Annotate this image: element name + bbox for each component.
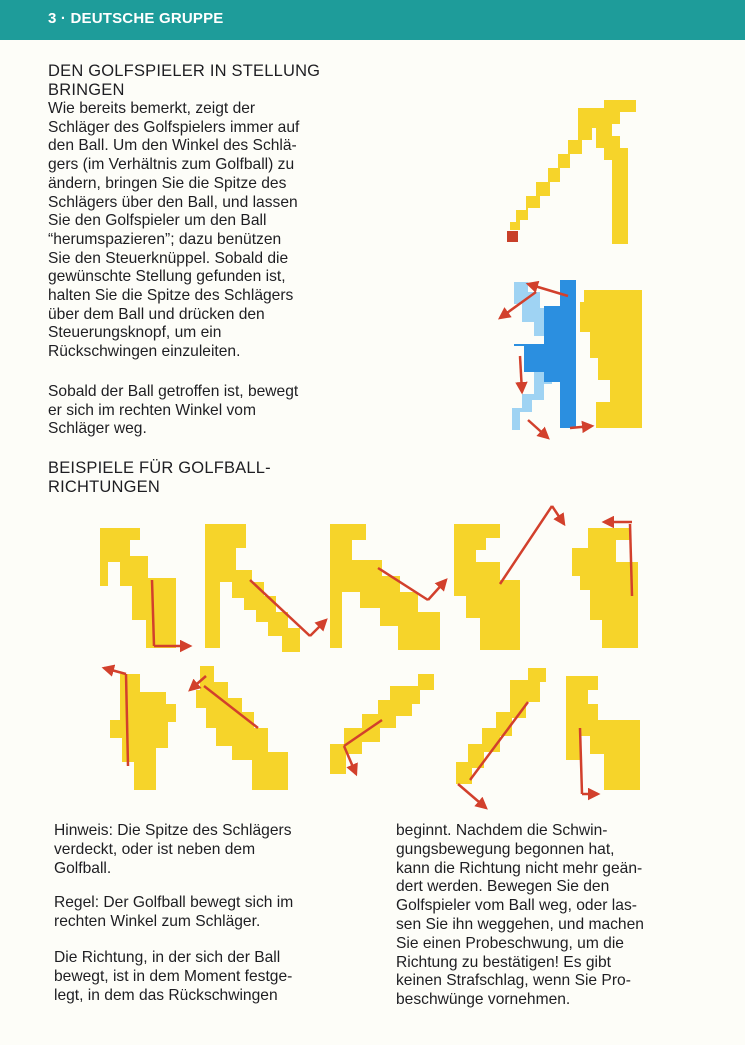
text-line: gers (im Verhältnis zum Golfball) zu: [48, 156, 295, 174]
text-line: gungsbewegung begonnen hat,: [396, 840, 615, 858]
regel-label: Regel:: [54, 894, 100, 911]
text-line: Sie den Steuerknüppel. Sobald die: [48, 249, 289, 267]
text-line: Steuerungsknopf, um ein: [48, 324, 222, 342]
text-line: kann die Richtung nicht mehr geän-: [396, 859, 643, 877]
example-row-2: [104, 666, 640, 808]
page-header-label: 3 · DEUTSCHE GRUPPE: [48, 10, 224, 27]
text-line: beginnt. Nachdem die Schwin-: [396, 822, 608, 839]
text-line: legt, in dem das Rückschwingen: [54, 986, 278, 1004]
example-row-1: [100, 506, 638, 652]
text-line: über dem Ball und drücken den: [48, 305, 265, 323]
text-line: sen Sie ihn weggehen, und machen: [396, 915, 644, 933]
text-line: Sobald der Ball getroffen ist, bewegt: [48, 383, 299, 400]
heading-line: DEN GOLFSPIELER IN STELLUNG: [48, 62, 321, 80]
text-line: Richtung zu bestätigen! Es gibt: [396, 953, 611, 971]
text-line: Schläger des Golfspielers immer auf: [48, 118, 300, 136]
text-line: den Ball. Um den Winkel des Schlä-: [48, 137, 297, 155]
heading-line: RICHTUNGEN: [48, 478, 160, 496]
text-line: ändern, bringen Sie die Spitze des: [48, 174, 287, 192]
golfer-club-diagram: [507, 100, 636, 244]
text-line: bewegt, ist in dem Moment festge-: [54, 967, 293, 985]
text-line: gewünschte Stellung gefunden ist,: [48, 268, 286, 286]
text-line: rechten Winkel zum Schläger.: [54, 912, 261, 930]
text-line: Schläger weg.: [48, 420, 147, 438]
text-line: Sie einen Probeschwung, um die: [396, 934, 624, 952]
text-line: verdeckt, oder ist neben dem: [54, 840, 256, 858]
hinweis-label: Hinweis:: [54, 822, 113, 839]
text-line: Die Spitze des Schlägers: [117, 822, 292, 839]
text-line: Wie bereits bemerkt, zeigt der: [48, 100, 256, 117]
text-line: er sich im rechten Winkel vom: [48, 401, 256, 419]
text-line: Golfball.: [54, 859, 112, 877]
golfer-swing-diagram: [500, 280, 642, 438]
heading-line: BEISPIELE FÜR GOLFBALL-: [48, 459, 271, 477]
text-line: Die Richtung, in der sich der Ball: [54, 949, 281, 966]
text-line: Schlägers über den Ball, und lassen: [48, 193, 298, 211]
text-line: dert werden. Bewegen Sie den: [396, 878, 610, 896]
text-line: Der Golfball bewegt sich im: [103, 894, 294, 911]
text-line: beschwünge vornehmen.: [396, 991, 571, 1009]
text-line: Rückschwingen einzuleiten.: [48, 343, 241, 361]
text-line: “herumspazieren”; dazu benützen: [48, 230, 282, 248]
heading-line: BRINGEN: [48, 81, 125, 99]
text-line: Golfspieler vom Ball weg, oder las-: [396, 897, 637, 915]
text-line: halten Sie die Spitze des Schlägers: [48, 287, 294, 305]
text-line: Sie den Golfspieler um den Ball: [48, 212, 267, 230]
text-line: keinen Strafschlag, wenn Sie Pro-: [396, 972, 631, 990]
golf-ball: [507, 231, 518, 242]
